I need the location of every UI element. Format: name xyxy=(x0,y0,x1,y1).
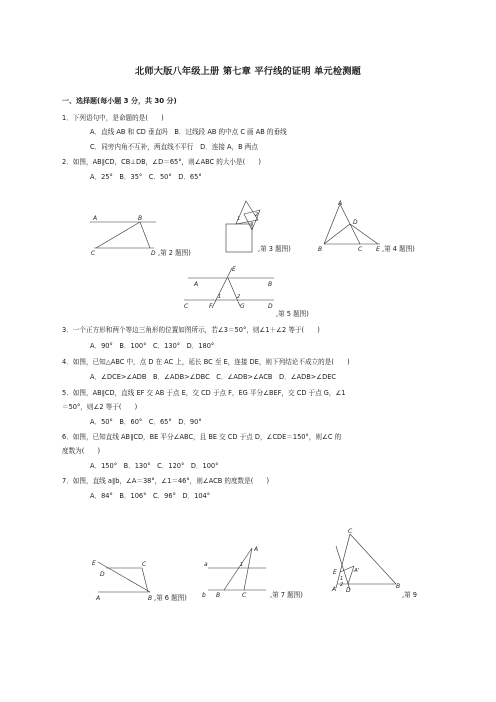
fig6-label-d: D xyxy=(100,571,105,578)
fig2-label-a: A xyxy=(93,215,98,222)
fig3-label-1: 1 xyxy=(237,216,241,222)
fig4-label-d: D xyxy=(353,219,358,226)
fig9-label-b: B xyxy=(396,583,401,590)
question-5-options: A．50° B．60° C．65° D．90° xyxy=(90,418,202,426)
figure-4-diagram xyxy=(316,200,428,258)
section-heading: 一、选择题(每小题 3 分，共 30 分) xyxy=(62,97,177,105)
fig6-label-a: A xyxy=(96,595,101,602)
fig7-label-a: A xyxy=(254,546,259,553)
fig5-label-c: C xyxy=(184,303,189,310)
figure-7-caption: ,第 7 题图) xyxy=(270,591,303,599)
figure-5-caption: ,第 5 题图) xyxy=(276,310,309,318)
question-1-options-ab: A．直线 AB 和 CD 垂直吗 B．过线段 AB 的中点 C 画 AB 的垂线 xyxy=(90,128,287,136)
fig3-label-2: 2 xyxy=(255,212,259,218)
question-4-stem: 4．如图，已知△ABC 中，点 D 在 AC 上，延长 BC 至 E，连接 DE，则下列结论不成立的是( ) xyxy=(62,358,350,366)
figure-2-diagram xyxy=(88,210,218,258)
fig9-label-c: C xyxy=(348,528,353,535)
fig3-label-3: 3 xyxy=(250,222,254,228)
figure-2-caption: ,第 2 题图) xyxy=(158,249,191,257)
fig6-label-e: E xyxy=(92,560,96,567)
fig2-label-d: D xyxy=(151,250,156,257)
fig5-label-e: E xyxy=(232,266,236,273)
fig7-label-1: 1 xyxy=(240,562,244,568)
fig4-label-a: A xyxy=(338,200,343,207)
figure-9-diagram xyxy=(326,528,434,602)
fig2-label-b: B xyxy=(138,215,143,222)
fig5-label-1: 1 xyxy=(218,294,222,300)
fig5-label-2: 2 xyxy=(237,294,241,300)
figure-3-caption: ,第 3 题图) xyxy=(258,245,291,253)
fig9-label-d: D xyxy=(346,587,351,594)
question-7-options: A．84° B．106° C．96° D．104° xyxy=(90,492,211,500)
figure-5-diagram xyxy=(182,264,308,322)
fig5-label-a: A xyxy=(194,281,199,288)
fig4-label-b: B xyxy=(318,246,323,253)
fig9-label-1: 1 xyxy=(340,576,344,582)
fig7-label-line-b: b xyxy=(202,592,206,599)
question-7-stem: 7．如图，直线 a∥b，∠A＝38°，∠1＝46°，则∠ACB 的度数是( ) xyxy=(62,477,270,485)
document-title: 北师大版八年级上册 第七章 平行线的证明 单元检测题 xyxy=(134,66,362,77)
question-3-options: A．90° B．100° C．130° D．180° xyxy=(90,342,215,350)
fig5-label-g: G xyxy=(240,303,245,310)
question-6-options: A．150° B．130° C．120° D．100° xyxy=(90,462,219,470)
fig6-label-c: C xyxy=(142,561,147,568)
question-6-stem-line2: 度数为( ) xyxy=(62,447,101,455)
question-3-stem: 3．一个正方形和两个等边三角形的位置如图所示，若∠3＝50°，则∠1＋∠2 等于( ) xyxy=(62,326,320,334)
question-1-stem: 1．下列语句中，是命题的是( ) xyxy=(62,114,164,122)
figure-9-caption: ,第 9 xyxy=(402,591,417,599)
question-2-stem: 2．如图，AB∥CD，CB⊥DB，∠D＝65°，则∠ABC 的大小是( ) xyxy=(62,158,261,166)
question-2-options: A．25° B．35° C．50° D．65° xyxy=(90,173,202,181)
figure-6-caption: ,第 6 题图) xyxy=(154,594,187,602)
fig2-label-c: C xyxy=(91,250,96,257)
figure-3-diagram xyxy=(222,196,322,260)
fig9-label-a-prime: A' xyxy=(354,568,360,574)
fig4-label-c: C xyxy=(358,246,363,253)
fig5-label-d: D xyxy=(268,303,273,310)
figure-7-diagram xyxy=(200,542,330,602)
figure-4-caption: ,第 4 题图) xyxy=(382,245,415,253)
fig9-label-a: A xyxy=(332,586,337,593)
question-1-options-cd: C．同旁内角不互补，两直线不平行 D．连接 A，B 两点 xyxy=(90,143,258,151)
fig4-label-e: E xyxy=(376,246,380,253)
fig6-label-b: B xyxy=(148,595,153,602)
question-6-stem-line1: 6．如图，已知直线 AB∥CD，BE 平分∠ABC，且 BE 交 CD 于点 D，∠CDE＝150°，则∠C 的 xyxy=(62,433,342,441)
fig5-label-b: B xyxy=(268,281,273,288)
fig7-label-b: B xyxy=(216,592,221,599)
question-5-stem-line1: 5．如图，AB∥CD，直线 EF 交 AB 于点 E，交 CD 于点 F，EG 平分∠BEF，交 CD 于点 G，∠1 xyxy=(62,389,346,397)
fig7-label-line-a: a xyxy=(204,561,208,568)
fig9-label-2: 2 xyxy=(340,582,344,588)
question-5-stem-line2: ＝50°，则∠2 等于( ) xyxy=(62,403,138,411)
fig5-label-f: F xyxy=(209,303,213,310)
question-4-options: A．∠DCE>∠ADB B．∠ADB>∠DBC C．∠ADB>∠ACB D．∠ADB>∠DEC xyxy=(90,373,337,381)
fig7-label-c: C xyxy=(242,592,247,599)
fig9-label-e: E xyxy=(333,569,337,576)
